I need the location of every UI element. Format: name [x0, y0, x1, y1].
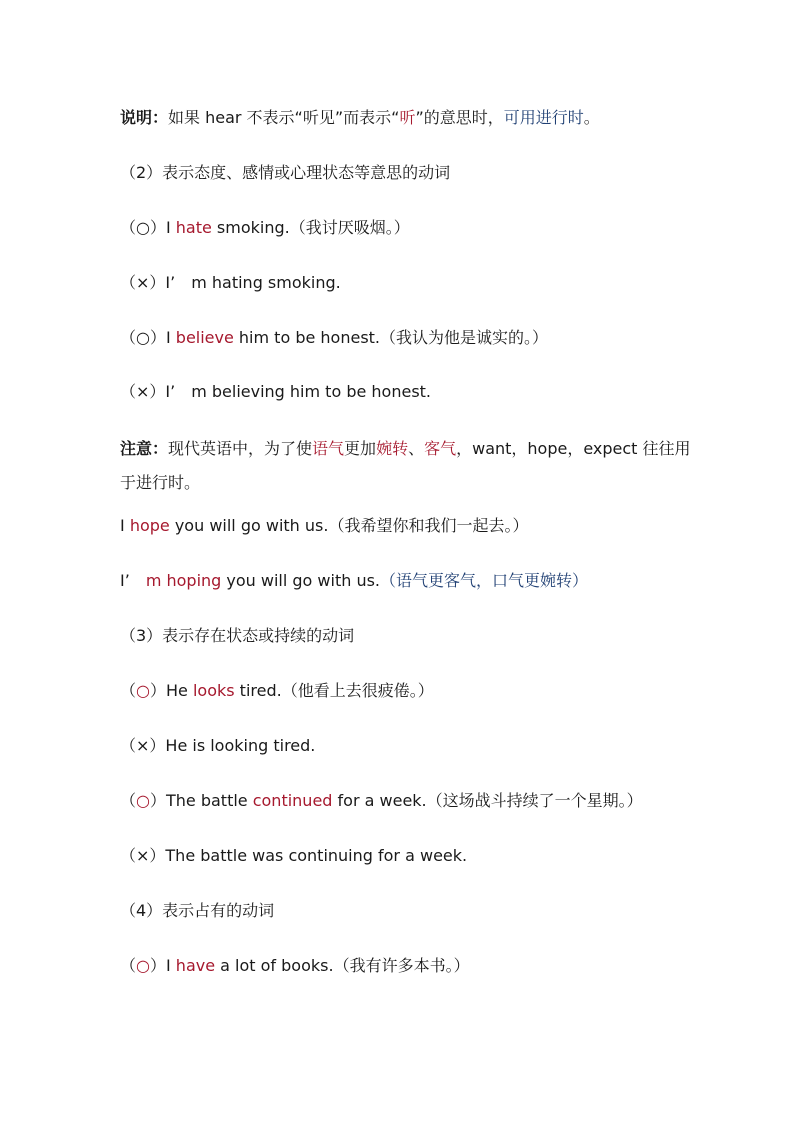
body-text: ，want，hope，expect 往往用于进行时。: [120, 439, 691, 492]
body-text: I: [120, 516, 130, 535]
body-text: you will go with us.（我希望你和我们一起去。）: [169, 516, 529, 535]
highlighted-text: ○: [136, 956, 150, 975]
text-line: [120, 790, 694, 812]
body-text: 更加: [344, 439, 377, 458]
body-text: for a week.（这场战斗持续了一个星期。）: [332, 791, 643, 810]
body-text: （: [120, 681, 137, 700]
highlighted-text: 可用进行时: [503, 108, 584, 127]
body-text: （: [120, 956, 137, 975]
body-text: ）He: [149, 681, 193, 700]
body-text: （○）I: [120, 218, 176, 237]
highlighted-text: have: [175, 956, 216, 975]
label-text: 注意：: [120, 439, 169, 458]
body-text: 如果 hear 不表示“听见”而表示“: [168, 108, 400, 127]
highlighted-text: looks: [192, 681, 235, 700]
highlighted-text: believe: [175, 328, 234, 347]
highlighted-text: 婉转: [376, 439, 409, 458]
text-line: [120, 162, 694, 184]
body-text: a lot of books.（我有许多本书。）: [215, 956, 470, 975]
highlighted-text: 听: [399, 108, 416, 127]
body-text: （4）表示占有的动词: [120, 901, 275, 920]
body-text: （×）I’ m believing him to be honest.: [120, 382, 432, 401]
highlighted-text: 语气: [312, 439, 345, 458]
text-line: [120, 327, 694, 349]
text-line: [120, 680, 694, 702]
text-line: [120, 735, 694, 757]
text-line: [120, 217, 694, 239]
highlighted-text: ○: [136, 681, 150, 700]
text-line: [120, 515, 694, 537]
body-text: （×）The battle was continuing for a week.: [120, 846, 468, 865]
body-text: （: [120, 791, 137, 810]
highlighted-text: hope: [129, 516, 170, 535]
body-text: ”的意思时，: [415, 108, 504, 127]
body-text: ）I: [149, 956, 176, 975]
highlighted-text: 客气: [424, 439, 457, 458]
highlighted-text: m hoping: [145, 571, 222, 590]
body-text: （3）表示存在状态或持续的动词: [120, 626, 355, 645]
text-line: [120, 955, 694, 977]
body-text: ）The battle: [149, 791, 253, 810]
text-line: [120, 570, 694, 592]
body-text: （○）I: [120, 328, 176, 347]
body-text: （×）He is looking tired.: [120, 736, 316, 755]
text-line: [120, 432, 694, 500]
body-text: you will go with us.: [221, 571, 381, 590]
body-text: 、: [408, 439, 425, 458]
highlighted-text: ○: [136, 791, 150, 810]
body-text: （2）表示态度、感情或心理状态等意思的动词: [120, 163, 451, 182]
body-text: I’: [120, 571, 146, 590]
body-text: tired.（他看上去很疲倦。）: [234, 681, 434, 700]
text-line: [120, 272, 694, 294]
text-line: [120, 845, 694, 867]
body-text: him to be honest.（我认为他是诚实的。）: [233, 328, 549, 347]
text-line: [120, 107, 694, 129]
body-text: smoking.（我讨厌吸烟。）: [211, 218, 410, 237]
text-line: [120, 381, 694, 403]
body-text: 。: [583, 108, 600, 127]
label-text: 说明：: [120, 108, 169, 127]
text-line: [120, 625, 694, 647]
highlighted-text: continued: [252, 791, 333, 810]
body-text: 现代英语中，为了使: [168, 439, 313, 458]
body-text: （×）I’ m hating smoking.: [120, 273, 341, 292]
highlighted-text: （语气更客气，口气更婉转）: [380, 571, 589, 590]
text-line: [120, 900, 694, 922]
highlighted-text: hate: [175, 218, 212, 237]
